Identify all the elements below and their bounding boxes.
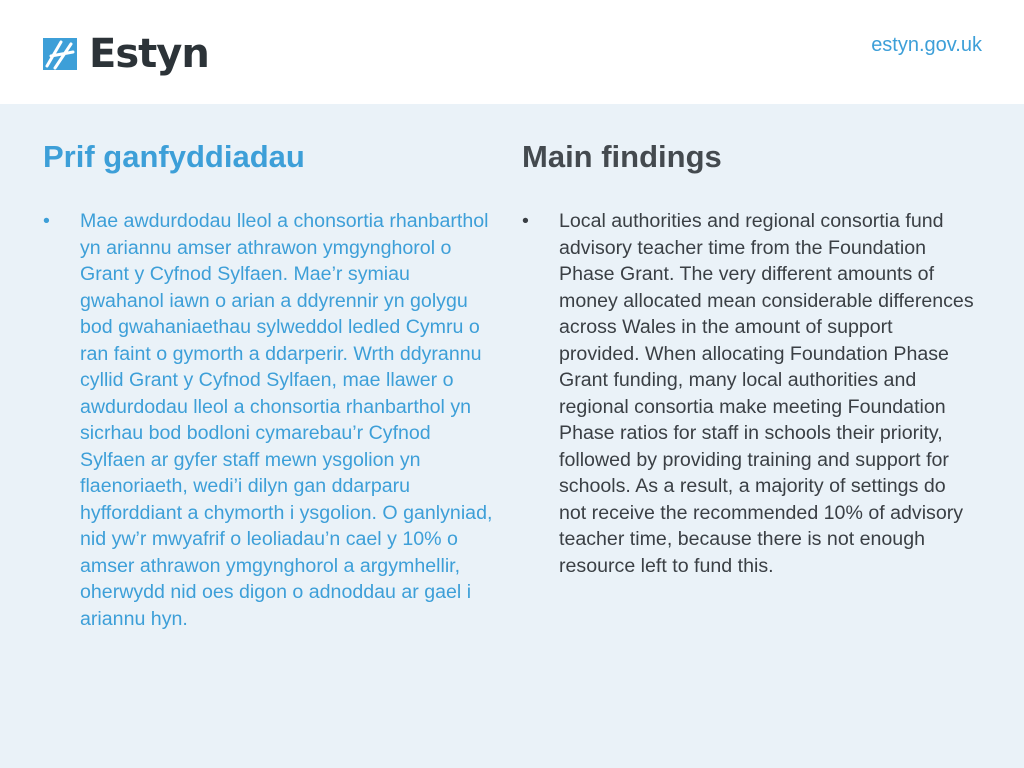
content-area bbox=[0, 104, 1024, 768]
english-column bbox=[522, 104, 982, 579]
bullet-icon: • bbox=[43, 210, 50, 232]
page-header bbox=[0, 0, 1024, 104]
estyn-logo-mark-icon bbox=[43, 36, 77, 72]
welsh-finding-item bbox=[43, 208, 503, 632]
welsh-column bbox=[43, 104, 503, 632]
english-finding-text: Local authorities and regional consortia fund advisory teacher time from the Foundation Phase Grant. The very different amounts of money allocated mean considerable differences across Wales in the amount of support provided. When allocating Foundation Phase Grant funding, many local authorities and regional consortia make meeting Foundation Phase ratios for staff in schools their priority, followed by providing training and support for schools. As a result, a majority of settings do not receive the recommended 10% of advisory teacher time, because there is not enough resource left to fund this. bbox=[559, 210, 974, 577]
site-url-link[interactable]: estyn.gov.uk bbox=[871, 34, 982, 56]
english-finding-item bbox=[522, 208, 982, 579]
logo-text: Estyn bbox=[89, 31, 209, 77]
welsh-finding-text: Mae awdurdodau lleol a chonsortia rhanbarthol yn ariannu amser athrawon ymgynghorol o Grant y Cyfnod Sylfaen. Mae’r symiau gwahanol iawn o arian a ddyrennir yn golygu bod gwahaniaethau sylweddol ledled Cymru o ran faint o gymorth a ddarperir. Wrth ddyrannu cyllid Grant y Cyfnod Sylfaen, mae llawer o awdurdodau lleol a chonsortia rhanbarthol yn sicrhau bod bodloni cymarebau’r Cyfnod Sylfaen ar gyfer staff mewn ysgolion yn flaenoriaeth, wedi’i dilyn gan ddarparu hyfforddiant a chymorth i ysgolion. O ganlyniad, nid yw’r mwyafrif o leoliadau’n cael y 10% o amser athrawon ymgynghorol a argymhellir, oherwydd nid oes digon o adnoddau ar gael i ariannu hyn. bbox=[80, 210, 493, 630]
english-title: Main findings bbox=[522, 139, 722, 174]
estyn-logo[interactable] bbox=[43, 32, 209, 76]
bullet-icon: • bbox=[522, 210, 529, 232]
welsh-title: Prif ganfyddiadau bbox=[43, 139, 305, 174]
